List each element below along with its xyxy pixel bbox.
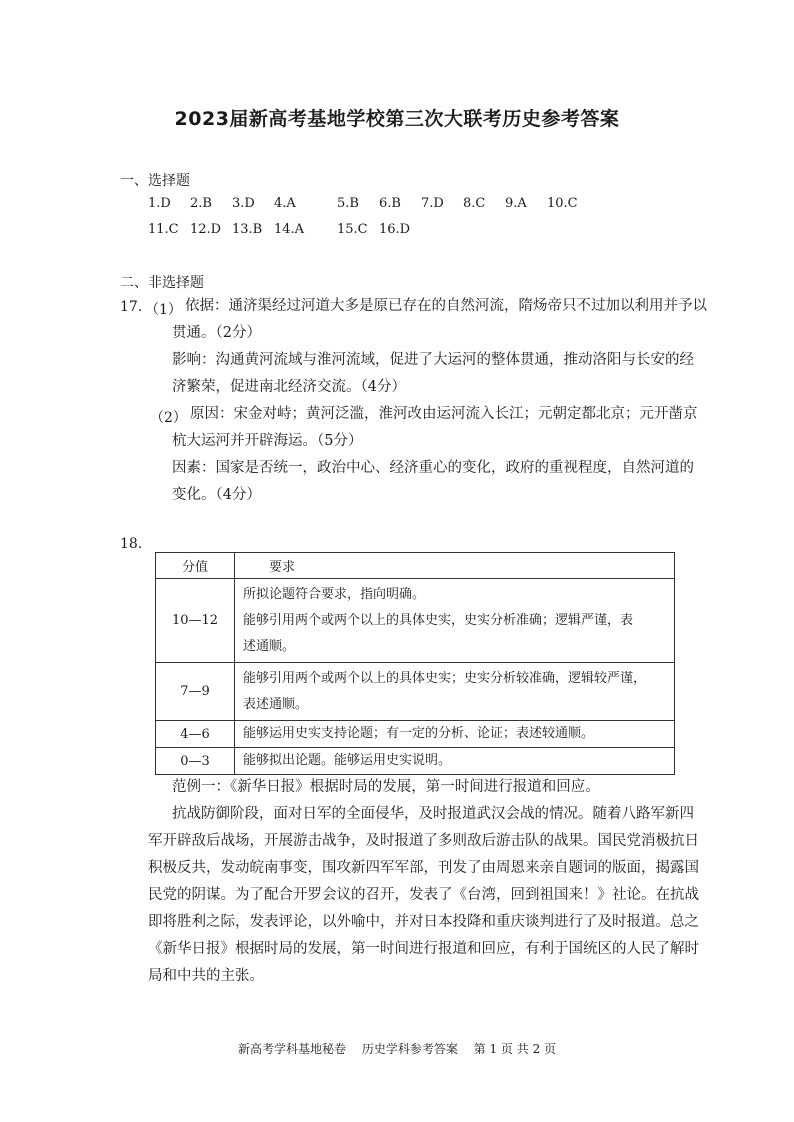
question-17-part-2-line: 原因：宋金对峙；黄河泛滥，淮河改由运河流入长江；元朝定都北京；元开凿京: [190, 406, 698, 422]
example-paragraph-line: 《新华日报》根据时局的发展，第一时间进行报道和回应，有利于国统区的人民了解时: [148, 941, 699, 957]
requirement-line: 能够运用史实支持论题；有一定的分析、论证；表述较通顺。: [243, 726, 595, 741]
choice-answer: 14.A: [274, 222, 305, 237]
question-17-part-1-line: 依据：通济渠经过河道大多是原已存在的自然河流，隋炀帝只不过加以利用并予以: [185, 298, 707, 314]
question-17-part-1-line: 贯通。（2分）: [172, 325, 261, 341]
choice-answer: 3.D: [232, 196, 255, 211]
table-row: [156, 579, 675, 663]
question-17-part-2-line: 杭大运河并开辟海运。（5分）: [172, 433, 363, 449]
example-paragraph-line: 民党的阴谋。为了配合开罗会议的召开，发表了《台湾，回到祖国来！》社论。在抗战: [148, 887, 699, 903]
page-title: 2023届新高考基地学校第三次大联考历史参考答案: [174, 108, 620, 130]
question-17-part-1-line: 影响：沟通黄河流域与淮河流域，促进了大运河的整体贯通，推动洛阳与长安的经: [172, 352, 694, 368]
score-range: 4—6: [156, 721, 235, 748]
footer-page-number: 第 1 页 共 2 页: [473, 1042, 557, 1056]
score-range: 0—3: [156, 748, 235, 775]
question-17-part-2-line: 变化。（4分）: [172, 487, 261, 503]
choice-answer: 1.D: [148, 196, 171, 211]
choice-answer: 11.C: [148, 222, 179, 237]
example-paragraph-line: 局和中共的主张。: [148, 968, 264, 984]
footer-series: 新高考学科基地秘卷: [237, 1042, 346, 1056]
header-score: 分值: [156, 553, 235, 579]
choice-answers-row-2: [148, 222, 410, 237]
table-row: [156, 721, 675, 748]
choice-answer: 8.C: [463, 196, 486, 211]
question-17-part-2-line: 因素：国家是否统一，政治中心、经济重心的变化，政府的重视程度，自然河道的: [172, 460, 694, 476]
example-paragraph-line: 军开辟敌后战场，开展游击战争，及时报道了多则敌后游击队的战果。国民党消极抗日: [148, 833, 699, 849]
example-paragraph-line: 积极反共，发动皖南事变，围攻新四军军部，刊发了由周恩来亲自题词的版面，揭露国: [148, 860, 699, 876]
question-17-part-1-label: （1）: [145, 302, 182, 318]
choice-answer: 13.B: [232, 222, 263, 237]
question-17-number: 17.: [120, 299, 143, 315]
score-range: 10—12: [156, 579, 235, 663]
choice-answer: 9.A: [505, 196, 527, 211]
example-paragraph-line: 即将胜利之际，发表评论，以外喻中，并对日本投降和重庆谈判进行了及时报道。总之: [148, 914, 699, 930]
choice-answer: 5.B: [337, 196, 359, 211]
requirement-line: 能够拟出论题。能够运用史实说明。: [243, 753, 452, 768]
choice-answer: 4.A: [274, 196, 296, 211]
choice-answer: 12.D: [190, 222, 222, 237]
choice-answer: 16.D: [379, 222, 411, 237]
example-paragraph-line: 抗战防御阶段，面对日军的全面侵华，及时报道武汉会战的情况。随着八路军新四: [172, 806, 694, 822]
requirement-line: 所拟论题符合要求，指向明确。: [243, 586, 426, 602]
table-header-row: [156, 553, 675, 579]
section-heading-choice: 一、选择题: [120, 173, 190, 189]
example-heading: 范例一：《新华日报》根据时局的发展，第一时间进行报道和回应。: [172, 779, 600, 795]
table-row: [156, 748, 675, 775]
requirement-line: 表述通顺。: [243, 696, 309, 712]
section-heading-nonchoice: 二、非选择题: [120, 275, 204, 291]
score-range: 7—9: [156, 663, 235, 721]
choice-answer: 15.C: [337, 222, 368, 237]
requirement-cell: [235, 663, 675, 721]
question-17-part-2-label: （2）: [150, 410, 187, 426]
header-requirement: 要求: [235, 553, 675, 579]
choice-answer: 10.C: [547, 196, 578, 211]
page-footer: [0, 1040, 794, 1057]
choice-answer: 6.B: [379, 196, 401, 211]
footer-subject: 历史学科参考答案: [361, 1042, 458, 1056]
choice-answer: 2.B: [190, 196, 212, 211]
question-17-part-1-line: 济繁荣，促进南北经济交流。（4分）: [172, 379, 406, 395]
choice-answers-row-1: [148, 196, 578, 211]
requirement-line: 述通顺。: [243, 638, 296, 654]
requirement-cell: [235, 579, 675, 663]
scoring-rubric-table: [155, 552, 675, 775]
requirement-cell: [235, 748, 675, 775]
question-18-number: 18.: [120, 536, 143, 552]
table-row: [156, 663, 675, 721]
requirement-line: 能够引用两个或两个以上的具体史实，史实分析准确；逻辑严谨，表: [243, 612, 634, 628]
requirement-line: 能够引用两个或两个以上的具体史实；史实分析较准确，逻辑较严谨，: [243, 670, 647, 686]
choice-answer: 7.D: [421, 196, 444, 211]
requirement-cell: [235, 721, 675, 748]
